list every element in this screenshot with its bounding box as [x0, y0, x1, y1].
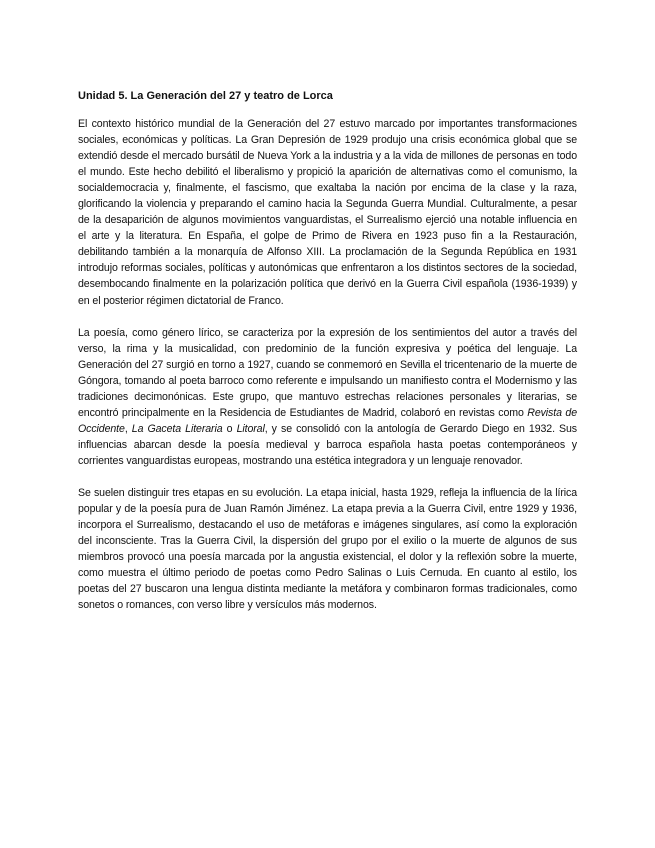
- separator: ,: [124, 422, 132, 435]
- magazine-title: Revista de Occidente: [78, 406, 577, 435]
- magazine-title: Litoral: [236, 422, 265, 435]
- paragraph-historical-context: El contexto histórico mundial de la Generación del 27 estuvo marcado por importantes transformaciones sociales, económicas y políticas. La Gran Depresión de 1929 produjo una crisis económica global que se extendió desde el mercado bursátil de Nueva York a la industria y a la vida de millones de personas en todo el mundo. Este hecho debilitó el liberalismo y propició la aparición de alternativas como el comunismo, la socialdemocracia y, finalmente, el fascismo, que exaltaba la nación por encima de la clase y la raza, glorificando la violencia y preparando el camino hacia la Segunda Guerra Mundial. Culturalmente, a pesar de la desaparición de algunos movimientos vanguardistas, el Surrealismo ejerció una notable influencia en el arte y la literatura. En España, el golpe de Primo de Rivera en 1923 puso fin a la Restauración, debilitando también a la monarquía de Alfonso XIII. La proclamación de la Segunda República en 1931 introdujo reformas sociales, políticas y autonómicas que enfrentaron a los distintos sectores de la sociedad, desembocando finalmente en la polarización política que derivó en la Guerra Civil española (1936-1939) y en el posterior régimen dictatorial de Franco.: [78, 118, 577, 307]
- paragraph-text: La poesía, como género lírico, se caracteriza por la expresión de los sentimientos del autor a través del verso, la rima y la musicalidad, con predominio de la función expresiva y poética del lenguaje. La Generación del 27 surgió en torno a 1927, cuando se conmemoró en Sevilla el tricentenario de la muerte de Góngora, tomando al poeta barroco como referente e impulsando un manifiesto contra el Modernismo y las tradiciones decimonónicas. Este grupo, que mantuvo estrechas relaciones personales y literarias, se encontró principalmente en la Residencia de Estudiantes de Madrid, colaboró en revistas como: [78, 326, 577, 419]
- document-title: Unidad 5. La Generación del 27 y teatro de Lorca: [78, 90, 333, 102]
- separator: o: [222, 422, 237, 435]
- magazine-title: La Gaceta Literaria: [131, 422, 223, 435]
- document-page: [78, 88, 577, 629]
- paragraph-stages: Se suelen distinguir tres etapas en su evolución. La etapa inicial, hasta 1929, refleja la influencia de la lírica popular y de la poesía pura de Juan Ramón Jiménez. La etapa previa a la Guerra Civil, entre 1929 y 1936, incorpora el Surrealismo, destacando el uso de metáforas e imágenes singulares, así como la exploración del inconsciente. Tras la Guerra Civil, la dispersión del grupo por el exilio o la muerte de algunos de sus miembros provocó una poesía marcada por la angustia existencial, el dolor y la reflexión sobre la muerte, como muestra el último periodo de poetas como Pedro Salinas o Luis Cernuda. En cuanto al estilo, los poetas del 27 buscaron una lengua distinta mediante la metáfora y combinaron formas tradicionales, como sonetos o romances, con verso libre y versículos más modernos.: [78, 486, 577, 612]
- paragraph-text: , y se consolidó con la antología de Gerardo Diego en 1932. Sus influencias abarcan desde la poesía medieval y barroca española hasta poetas contemporáneos y corrientes vanguardistas europeas, mostrando una estética integradora y un lenguaje renovador.: [78, 422, 578, 467]
- paragraph-generation-27: [78, 325, 577, 469]
